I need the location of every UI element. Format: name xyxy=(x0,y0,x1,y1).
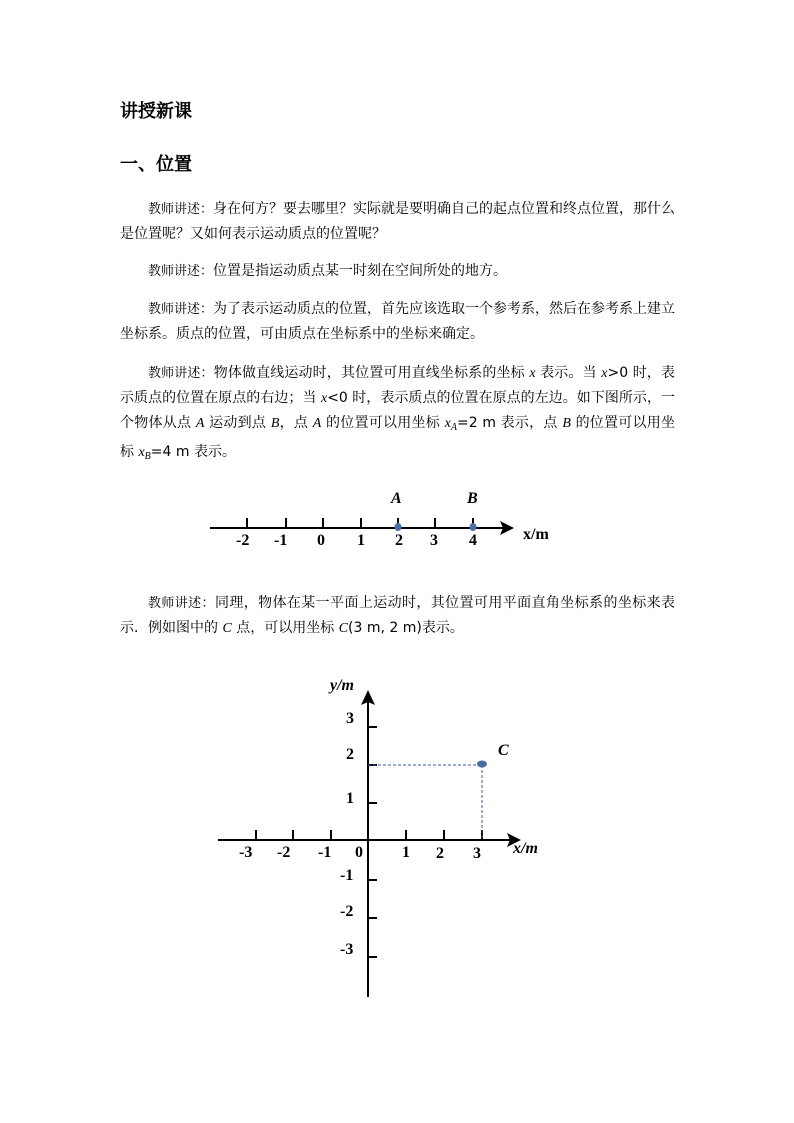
variable: B xyxy=(562,416,571,431)
text-run: 物体做直线运动时，其位置可用直线坐标系的坐标 xyxy=(213,365,530,381)
variable: C xyxy=(338,621,349,636)
variable: x xyxy=(601,366,608,381)
section-title: 讲授新课 xyxy=(120,101,192,122)
text-run: 表示。当 xyxy=(535,365,602,381)
text-run: <0 时，表示质点的位置在原点的左边。如下图所示，一个物体从点 xyxy=(120,390,675,431)
x-axis-label: x/m xyxy=(513,840,538,857)
text-run: 运动到点 xyxy=(204,415,271,431)
variable: x xyxy=(320,391,328,406)
text-run: ，点 xyxy=(279,415,313,431)
text-run: 的位置可以用坐标 xyxy=(321,415,445,431)
subsection-title: 一、位置 xyxy=(120,154,192,175)
text-run: (3 m, 2 m)表示。 xyxy=(348,620,464,636)
y-tick-marks xyxy=(368,727,377,957)
point-c-marker xyxy=(477,761,487,768)
tick-label: 2 xyxy=(395,532,403,549)
y-tick-label: 3 xyxy=(346,710,354,727)
tick-label: 3 xyxy=(430,532,438,549)
speaker-label: 教师讲述： xyxy=(148,366,214,381)
y-axis-label: y/m xyxy=(330,677,354,694)
x-tick-label: -3 xyxy=(239,844,253,861)
point-b-label: B xyxy=(467,490,478,507)
x-tick-label: 1 xyxy=(402,844,410,861)
text-run: 同理，物体在某一平面上运动时，其位置可用平面直角坐标系的坐标来表示．例如图中的 xyxy=(120,595,675,636)
x-tick-label: -1 xyxy=(318,844,332,861)
x-tick-label: 2 xyxy=(436,845,444,862)
tick-label: 1 xyxy=(357,532,365,549)
text-run: 的位置可以用坐标 xyxy=(120,415,676,460)
variable: C xyxy=(222,621,232,636)
speaker-label: 教师讲述： xyxy=(148,596,215,611)
y-tick-label: -2 xyxy=(340,903,354,920)
text-run: 点，可以用坐标 xyxy=(231,620,339,636)
speaker-label: 教师讲述： xyxy=(148,202,214,217)
tick-label: 4 xyxy=(469,532,477,549)
variable: A xyxy=(312,416,322,431)
variable: x xyxy=(529,366,536,381)
text-run: >0 时，表示质点的位置在原点的右边；当 xyxy=(120,365,676,406)
paragraph-text: 身在何方？要去哪里？实际就是要明确自己的起点位置和终点位置，那什么是位置呢？又如何表示运动质点的位置呢？ xyxy=(120,201,676,242)
tick-label: -2 xyxy=(236,532,250,549)
text-run: =2 m 表示，点 xyxy=(457,415,563,431)
text-run: =4 m 表示。 xyxy=(150,444,236,460)
point-c-label: C xyxy=(498,742,509,759)
x-tick-label: 3 xyxy=(473,845,481,862)
subscript: A xyxy=(450,422,457,433)
x-tick-label: 0 xyxy=(355,844,363,861)
subscript: B xyxy=(144,451,151,462)
y-tick-label: -3 xyxy=(340,941,354,958)
tick-label: -1 xyxy=(274,532,288,549)
x-axis-label: x/m xyxy=(523,526,549,543)
x-tick-label: -2 xyxy=(277,844,291,861)
y-tick-label: -1 xyxy=(340,867,354,884)
speaker-label: 教师讲述： xyxy=(148,302,214,317)
paragraph-text: 为了表示运动质点的位置，首先应该选取一个参考系，然后在参考系上建立坐标系。质点的位置，可由质点在坐标系中的坐标来确定。 xyxy=(120,301,676,342)
variable: A xyxy=(195,416,205,431)
variable: B xyxy=(270,416,280,431)
point-a-label: A xyxy=(391,490,402,507)
y-tick-label: 1 xyxy=(346,790,354,807)
speaker-label: 教师讲述： xyxy=(148,264,214,279)
tick-label: 0 xyxy=(317,532,325,549)
y-tick-label: 2 xyxy=(346,746,354,763)
variable: x xyxy=(138,445,145,460)
paragraph-text: 位置是指运动质点某一时刻在空间所处的地方。 xyxy=(213,263,508,279)
variable: x xyxy=(444,416,451,431)
